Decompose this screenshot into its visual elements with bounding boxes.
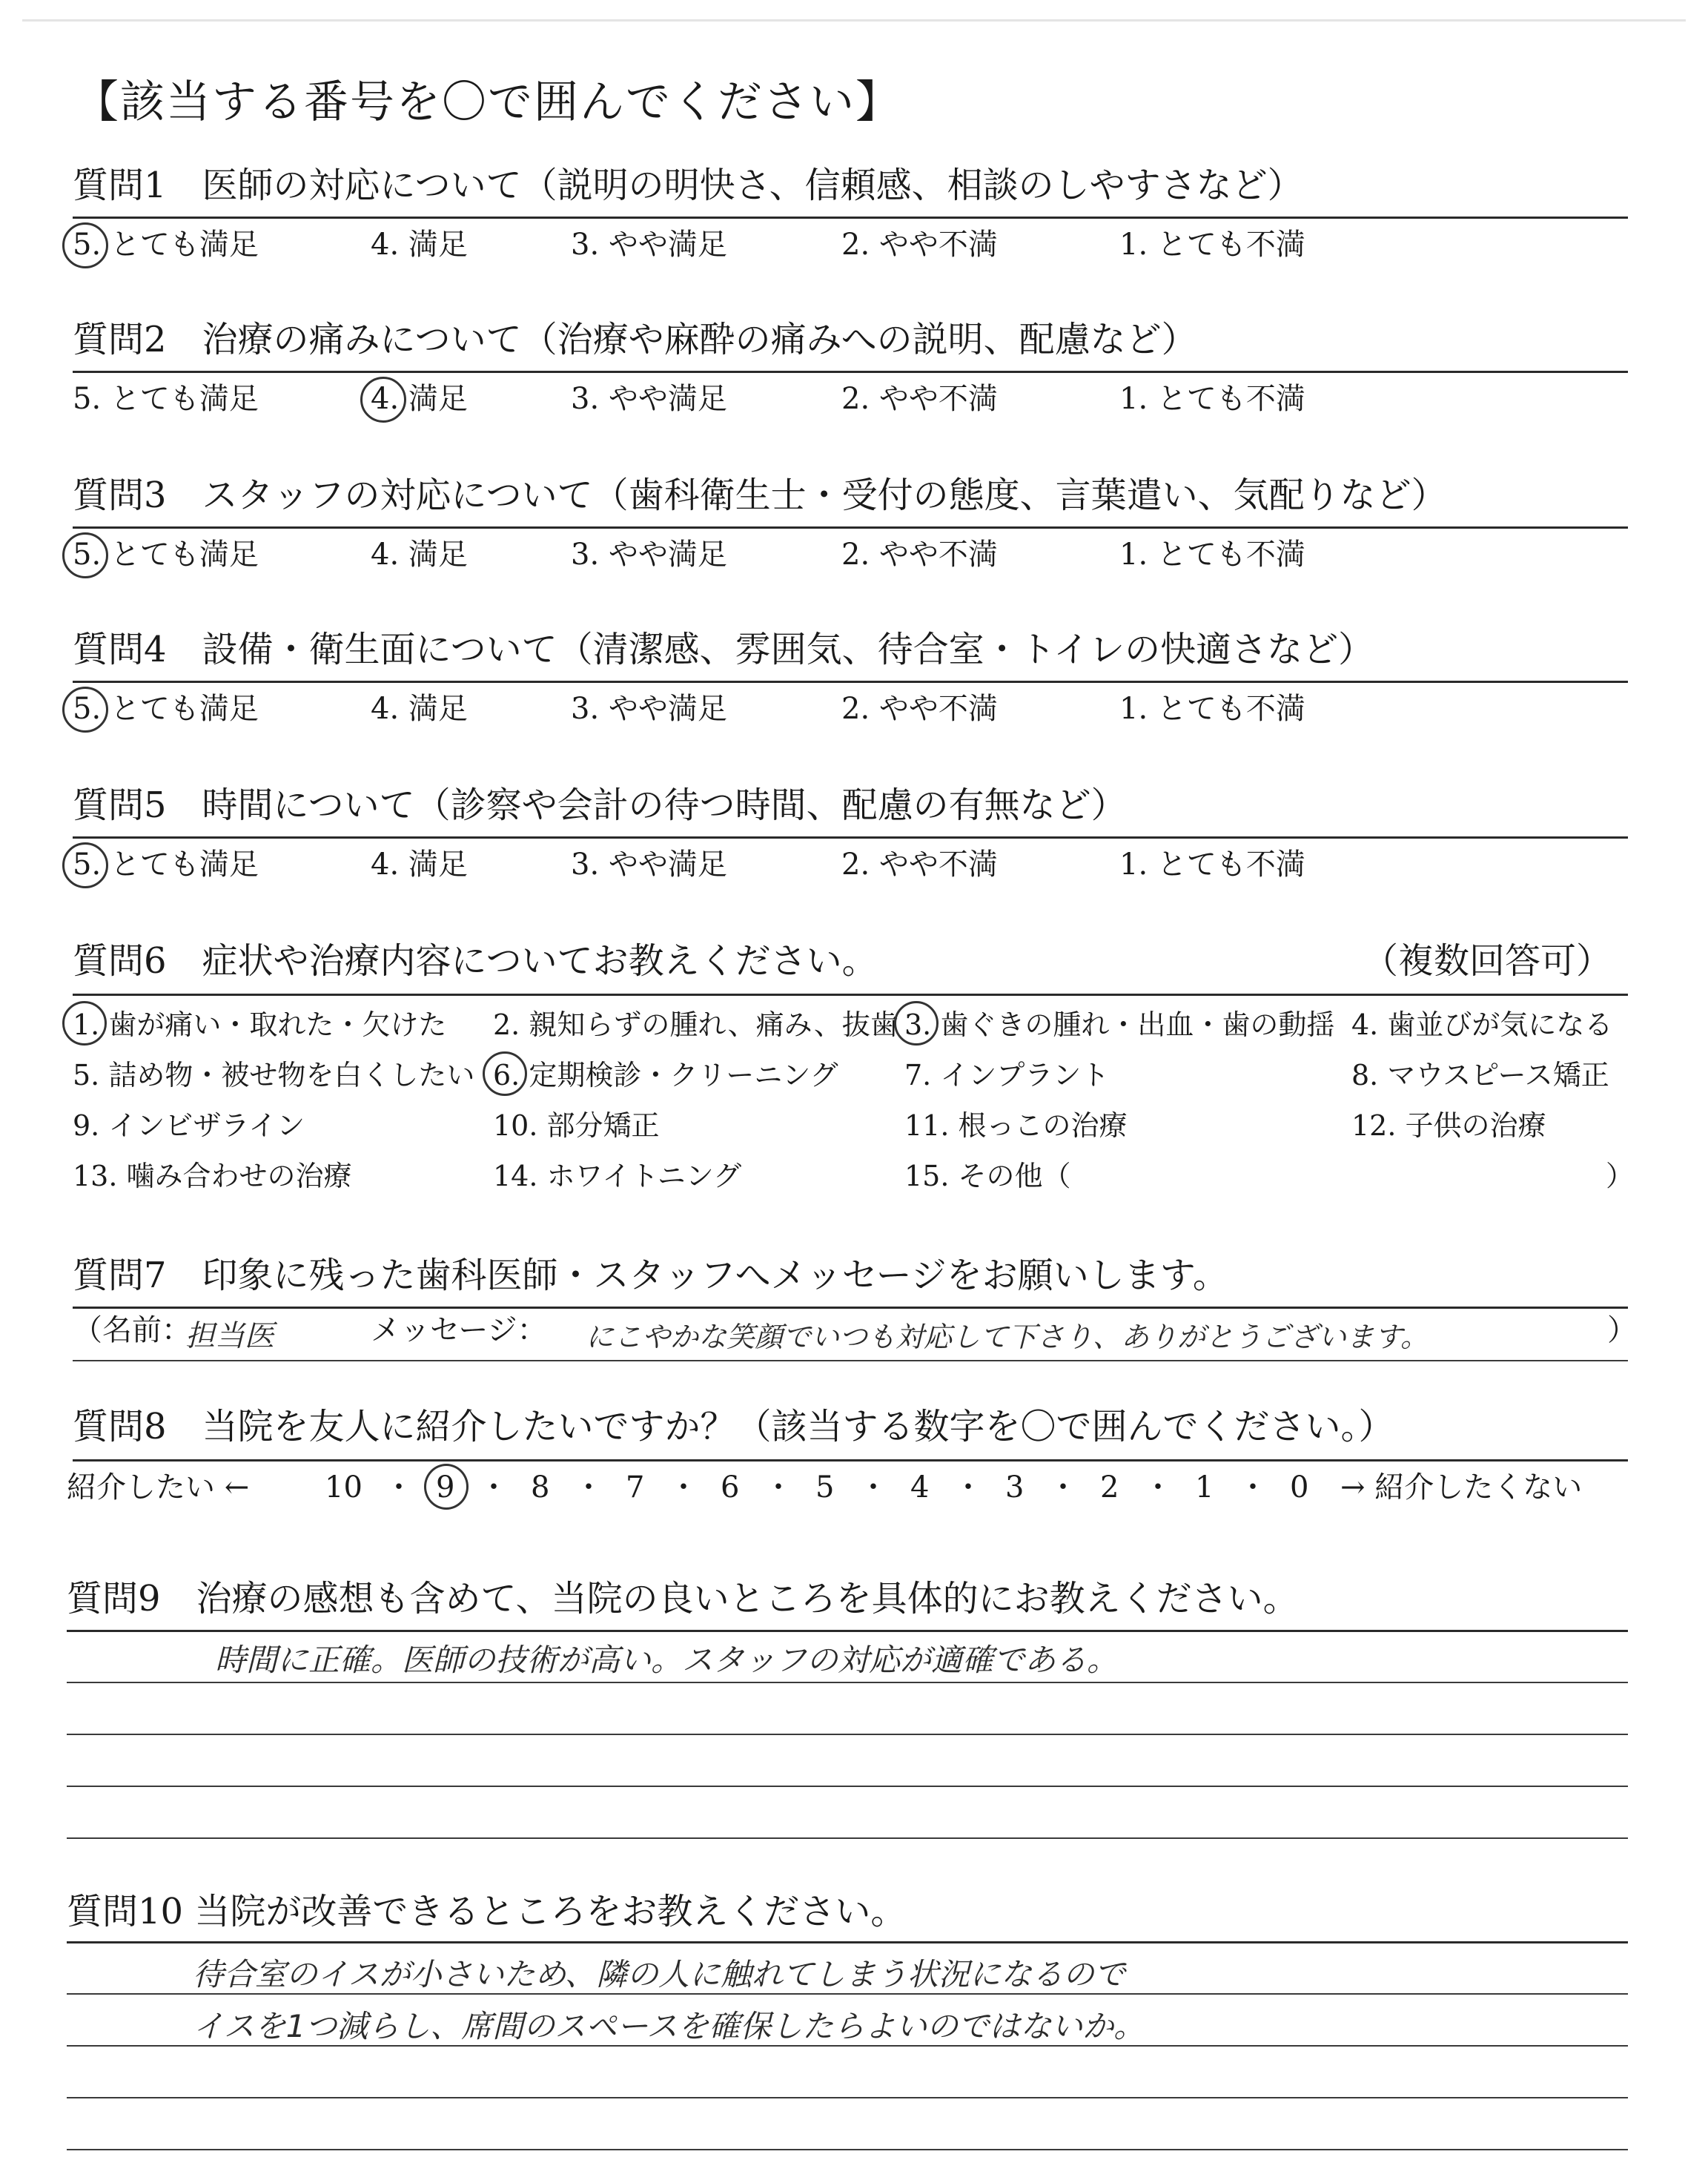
q8-title: 質問8 当院を友人に紹介したいですか？（該当する数字を〇で囲んでください。） <box>73 1406 1394 1447</box>
q6-option-13[interactable]: 13. 噛み合わせの治療 <box>73 1160 352 1192</box>
q8-score-9[interactable]: 9 <box>436 1470 455 1505</box>
q5-rule <box>73 836 1628 839</box>
q1-option-4[interactable]: 4. 満足 <box>371 228 468 262</box>
q9-line <box>67 1682 1628 1683</box>
q8-score-0[interactable]: 0 <box>1290 1470 1309 1505</box>
q6-option-2[interactable]: 2. 親知らずの腫れ、痛み、抜歯 <box>493 1008 898 1041</box>
q1-option-3[interactable]: 3. やや満足 <box>571 228 727 262</box>
q6-selection-circle <box>894 1001 939 1046</box>
q6-option-9[interactable]: 9. インビザライン <box>73 1109 305 1142</box>
q2-option-1[interactable]: 1. とても不満 <box>1119 382 1305 416</box>
q4-option-3[interactable]: 3. やや満足 <box>571 692 727 726</box>
q7-name-value[interactable]: 担当医 <box>185 1319 274 1353</box>
q1-option-5[interactable]: 5. とても満足 <box>73 228 259 262</box>
q7-name-label: （名前： <box>73 1313 191 1347</box>
q7-bottom-rule <box>73 1360 1628 1361</box>
q2-selection-circle <box>360 377 406 423</box>
q5-selection-circle <box>62 842 108 888</box>
q6-option-8[interactable]: 8. マウスピース矯正 <box>1351 1059 1609 1091</box>
q2-option-4[interactable]: 4. 満足 <box>371 382 468 416</box>
q8-separator: ・ <box>953 1470 983 1505</box>
q8-score-3[interactable]: 3 <box>1005 1470 1025 1505</box>
q6-option-11[interactable]: 11. 根っこの治療 <box>904 1109 1128 1142</box>
q7-title: 質問7 印象に残った歯科医師・スタッフへメッセージをお願いします。 <box>73 1255 1228 1296</box>
q6-option-10[interactable]: 10. 部分矯正 <box>493 1109 660 1142</box>
q5-option-5[interactable]: 5. とても満足 <box>73 848 259 882</box>
q6-option-16: ） <box>1606 1160 1635 1192</box>
q8-score-7[interactable]: 7 <box>626 1470 645 1505</box>
q8-selection-circle <box>424 1464 469 1510</box>
q9-line <box>67 1786 1628 1787</box>
q3-option-5[interactable]: 5. とても満足 <box>73 538 259 572</box>
q2-option-2[interactable]: 2. やや不満 <box>841 382 998 416</box>
q8-separator: ・ <box>669 1470 698 1505</box>
q8-separator: ・ <box>574 1470 603 1505</box>
q8-left-label: 紹介したい ← <box>67 1470 250 1505</box>
q8-rule <box>73 1459 1628 1462</box>
q8-separator: ・ <box>1048 1470 1078 1505</box>
q3-selection-circle <box>62 532 108 578</box>
q6-rule <box>73 994 1628 996</box>
q5-option-4[interactable]: 4. 満足 <box>371 848 468 882</box>
q3-option-3[interactable]: 3. やや満足 <box>571 538 727 572</box>
q8-score-10[interactable]: 10 <box>325 1470 363 1505</box>
q9-line <box>67 1734 1628 1735</box>
q2-rule <box>73 371 1628 373</box>
q6-note: （複数回答可） <box>1363 940 1612 982</box>
q8-score-8[interactable]: 8 <box>531 1470 550 1505</box>
q10-line <box>67 1993 1628 1995</box>
q10-rule <box>67 1941 1628 1943</box>
q5-option-1[interactable]: 1. とても不満 <box>1119 848 1305 882</box>
q4-option-4[interactable]: 4. 満足 <box>371 692 468 726</box>
q8-separator: ・ <box>1238 1470 1268 1505</box>
q4-title: 質問4 設備・衛生面について（清潔感、雰囲気、待合室・トイレの快適さなど） <box>73 629 1374 670</box>
q8-right-label: → 紹介したくない <box>1340 1470 1583 1505</box>
q7-rule <box>73 1307 1628 1309</box>
q6-option-4[interactable]: 4. 歯並びが気になる <box>1351 1008 1613 1041</box>
q8-separator: ・ <box>858 1470 888 1505</box>
q1-rule <box>73 217 1628 219</box>
q8-score-1[interactable]: 1 <box>1195 1470 1214 1505</box>
q6-option-3[interactable]: 3. 歯ぐきの腫れ・出血・歯の動揺 <box>904 1008 1335 1041</box>
q9-rule <box>67 1630 1628 1632</box>
q5-option-2[interactable]: 2. やや不満 <box>841 848 998 882</box>
q6-option-7[interactable]: 7. インプラント <box>904 1059 1110 1091</box>
q6-option-1[interactable]: 1. 歯が痛い・取れた・欠けた <box>73 1008 447 1041</box>
q10-answer-line-1[interactable]: 待合室のイスが小さいため、隣の人に触れてしまう状況になるので <box>193 1956 1125 1992</box>
q3-option-2[interactable]: 2. やや不満 <box>841 538 998 572</box>
q4-option-5[interactable]: 5. とても満足 <box>73 692 259 726</box>
q1-option-2[interactable]: 2. やや不満 <box>841 228 998 262</box>
q8-score-4[interactable]: 4 <box>910 1470 930 1505</box>
scan-edge <box>22 19 1686 22</box>
q6-option-5[interactable]: 5. 詰め物・被せ物を白くしたい <box>73 1059 475 1091</box>
q3-title: 質問3 スタッフの対応について（歯科衛生士・受付の態度、言葉遣い、気配りなど） <box>73 475 1447 516</box>
q8-score-2[interactable]: 2 <box>1100 1470 1119 1505</box>
q1-option-1[interactable]: 1. とても不満 <box>1119 228 1305 262</box>
q1-title: 質問1 医師の対応について（説明の明快さ、信頼感、相談のしやすさなど） <box>73 165 1303 206</box>
q8-separator: ・ <box>764 1470 793 1505</box>
q2-option-5[interactable]: 5. とても満足 <box>73 382 259 416</box>
q8-separator: ・ <box>384 1470 414 1505</box>
q4-option-1[interactable]: 1. とても不満 <box>1119 692 1305 726</box>
q8-score-6[interactable]: 6 <box>721 1470 740 1505</box>
q7-close-paren: ） <box>1607 1313 1637 1347</box>
q7-message-label: メッセージ： <box>371 1313 547 1347</box>
q6-selection-circle <box>483 1051 527 1096</box>
q4-option-2[interactable]: 2. やや不満 <box>841 692 998 726</box>
q2-option-3[interactable]: 3. やや満足 <box>571 382 727 416</box>
q4-selection-circle <box>62 687 108 733</box>
q5-title: 質問5 時間について（診察や会計の待つ時間、配慮の有無など） <box>73 785 1127 826</box>
q8-separator: ・ <box>1143 1470 1173 1505</box>
q9-line <box>67 1837 1628 1839</box>
q6-option-12[interactable]: 12. 子供の治療 <box>1351 1109 1546 1142</box>
q6-option-6[interactable]: 6. 定期検診・クリーニング <box>493 1059 838 1091</box>
q5-option-3[interactable]: 3. やや満足 <box>571 848 727 882</box>
q6-option-14[interactable]: 14. ホワイトニング <box>493 1160 742 1192</box>
q3-option-4[interactable]: 4. 満足 <box>371 538 468 572</box>
q8-score-5[interactable]: 5 <box>815 1470 835 1505</box>
q8-separator: ・ <box>479 1470 509 1505</box>
q2-title: 質問2 治療の痛みについて（治療や麻酔の痛みへの説明、配慮など） <box>73 319 1197 360</box>
q6-title: 質問6 症状や治療内容についてお教えください。 <box>73 940 878 982</box>
q6-option-15[interactable]: 15. その他（ <box>904 1160 1071 1192</box>
q6-selection-circle <box>62 1001 107 1046</box>
q9-answer[interactable]: 時間に正確。医師の技術が高い。スタッフの対応が適確である。 <box>215 1642 1119 1678</box>
q10-line <box>67 2045 1628 2047</box>
instruction-header: 【該当する番号を〇で囲んでください】 <box>74 76 901 128</box>
q4-rule <box>73 681 1628 683</box>
q10-line <box>67 2149 1628 2150</box>
q1-selection-circle <box>62 222 108 268</box>
q9-title: 質問9 治療の感想も含めて、当院の良いところを具体的にお教えください。 <box>67 1578 1299 1619</box>
q10-title: 質問10 当院が改善できるところをお教えください。 <box>67 1891 907 1932</box>
q10-answer-line-2[interactable]: イスを1つ減らし、席間のスペースを確保したらよいのではないか。 <box>193 2008 1145 2044</box>
q10-line <box>67 2097 1628 2098</box>
q3-rule <box>73 526 1628 529</box>
q3-option-1[interactable]: 1. とても不満 <box>1119 538 1305 572</box>
q7-message-value[interactable]: にこやかな笑顔でいつも対応して下さり、ありがとうございます。 <box>586 1321 1429 1353</box>
